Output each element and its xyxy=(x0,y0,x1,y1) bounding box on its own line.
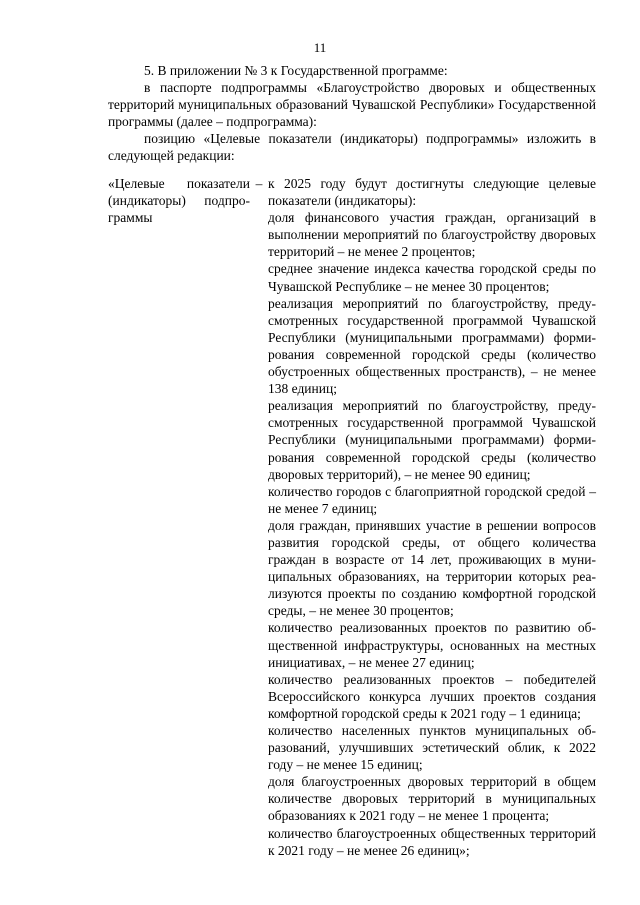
intro-paragraph-passport: в паспорте подпрограммы «Благоустройство дворовых и общественных территорий муниципальных образований Чувашской Республики» Государственной программы (далее – подпрограмма): xyxy=(108,80,596,129)
dash-separator: – xyxy=(255,176,263,191)
indicator-line: доля финансового участия граждан, организаций в выполнении мероприятий по благоустройству дворовых территорий – не менее 2 процентов; xyxy=(268,210,596,260)
indicator-line: к 2025 году будут достигнуты следующие целевые показатели (индикаторы): xyxy=(268,176,596,209)
indicator-line: среднее значение индекса качества городской среды по Чувашской Республике – не менее 30 процентов; xyxy=(268,261,596,294)
indicator-line: количество благоустроенных общественных территорий к 2021 году – не менее 26 единиц»; xyxy=(268,825,596,858)
indicator-line: количество реализованных проектов – победителей Всероссийского конкурса лучших проектов создания комфортной городской среды к 2021 году – 1 единица; xyxy=(268,671,596,721)
indicator-line: доля благоустроенных дворовых территорий в общем количестве дворовых территорий в муниципальных образованиях к 2021 году – не менее 1 процента; xyxy=(268,774,596,824)
intro-section xyxy=(108,62,596,164)
page-number: 11 xyxy=(313,40,327,55)
indicator-line: реализация мероприятий по благоустройству, предусмотренных государственной программой Чувашской Республики (муниципальными программами) формирования современной городской среды (количество обустроенных общественных пространств), – не менее 138 единиц; xyxy=(268,295,596,397)
intro-paragraph-appendix: 5. В приложении № 3 к Государственной программе: xyxy=(144,63,448,78)
indicator-line: количество населенных пунктов муниципальных образований, улучшивших эстетический облик, к 2022 году – не менее 15 единиц; xyxy=(268,723,596,773)
indicator-line: количество реализованных проектов по развитию общественной инфраструктуры, основанных на местных инициативах, – не менее 27 единиц; xyxy=(268,620,596,670)
indicators-list xyxy=(268,175,596,859)
indicators-label: «Целевые показатели (индикаторы) подпрограммы xyxy=(108,176,250,226)
indicator-line: реализация мероприятий по благоустройству, предусмотренных государственной программой Чувашской Республики (муниципальными программами) формирования современной городской среды (количество дворовых территорий), – не менее 90 единиц; xyxy=(268,398,596,482)
indicator-line: количество городов с благоприятной городской средой – не менее 7 единиц; xyxy=(268,483,596,516)
indicator-line: доля граждан, принявших участие в решении вопросов развития городской среды, от общего количества граждан в возрасте от 14 лет, проживающих в муниципальных образованиях, на территории которых реализуются проекты по созданию комфортной городской среды, – не менее 30 процентов; xyxy=(268,517,596,619)
intro-paragraph-position: позицию «Целевые показатели (индикаторы) подпрограммы» изложить в следующей редакции: xyxy=(108,131,596,163)
indicators-table xyxy=(108,175,596,859)
